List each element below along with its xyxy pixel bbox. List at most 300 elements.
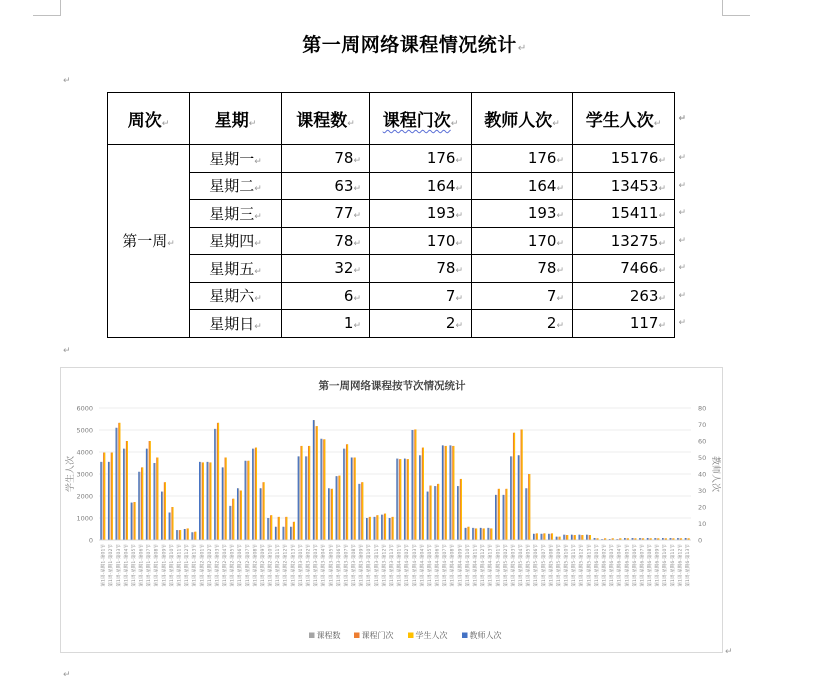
x-tick-label: 第1周-星期3-第05节 bbox=[329, 544, 335, 587]
bar-student-count bbox=[286, 517, 287, 540]
bar-teacher-count bbox=[343, 449, 344, 540]
y2-tick-label: 30 bbox=[698, 487, 707, 495]
course-sessions-cell: 193↵ bbox=[370, 200, 472, 228]
bar-student-count bbox=[347, 444, 348, 540]
bar-teacher-count bbox=[328, 488, 329, 540]
paragraph-mark-icon: ↵ bbox=[552, 119, 560, 129]
table-row bbox=[108, 172, 675, 200]
bar-teacher-count bbox=[320, 439, 321, 540]
bar-student-count bbox=[271, 515, 272, 540]
x-tick-label: 第1周-星期5-第09节 bbox=[556, 544, 562, 587]
bar-teacher-count bbox=[525, 488, 526, 540]
paragraph-mark-icon: ↵ bbox=[161, 119, 170, 129]
day-cell: 星期四↵ bbox=[190, 227, 282, 255]
header-courses: 课程数↵ bbox=[282, 93, 370, 145]
x-tick-label: 第1周-星期4-第08节 bbox=[450, 544, 456, 587]
bar-student-count bbox=[430, 486, 431, 540]
course-sessions-cell: 176↵ bbox=[370, 145, 472, 173]
statistics-table bbox=[107, 92, 686, 338]
bar-teacher-count bbox=[146, 449, 147, 540]
table-row bbox=[108, 227, 675, 255]
bar-student-count bbox=[491, 528, 492, 540]
x-tick-label: 第1周-星期3-第09节 bbox=[359, 544, 365, 587]
teacher-count-cell: 78↵ bbox=[472, 255, 573, 283]
x-tick-label: 第1周-星期2-第12节 bbox=[283, 544, 289, 587]
bar-student-count bbox=[453, 446, 454, 540]
table-header-row bbox=[108, 93, 675, 145]
bar-teacher-count bbox=[533, 534, 534, 540]
bar-student-count bbox=[165, 482, 166, 540]
x-tick-label: 第1周-星期2-第05节 bbox=[230, 544, 236, 587]
paragraph-mark-icon: ↵ bbox=[450, 119, 459, 129]
bar-teacher-count bbox=[153, 463, 154, 540]
table-row bbox=[108, 310, 675, 338]
bar-student-count bbox=[377, 515, 378, 540]
day-cell: 星期三↵ bbox=[190, 200, 282, 228]
header-course-sessions: 课程门次↵ bbox=[370, 93, 472, 145]
bar-teacher-count bbox=[336, 476, 337, 540]
header-teacher-count: 教师人次↵ bbox=[472, 93, 573, 145]
bar-student-count bbox=[468, 527, 469, 540]
paragraph-mark-icon: ↵ bbox=[63, 670, 71, 680]
bar-teacher-count bbox=[184, 529, 185, 540]
y-tick-label: 1000 bbox=[76, 514, 93, 523]
x-tick-label: 第1周-星期5-第13节 bbox=[587, 544, 593, 587]
bar-teacher-count bbox=[298, 456, 299, 540]
paragraph-mark-icon: ↵ bbox=[63, 76, 71, 86]
bar-student-count bbox=[142, 467, 143, 540]
bar-teacher-count bbox=[191, 532, 192, 540]
bar-student-count bbox=[537, 533, 538, 540]
bar-student-count bbox=[544, 533, 545, 540]
table-row bbox=[108, 200, 675, 228]
x-tick-label: 第1周-星期4-第07节 bbox=[443, 544, 449, 587]
course-sessions-cell: 164↵ bbox=[370, 172, 472, 200]
bar-student-count bbox=[256, 448, 257, 540]
day-cell: 星期日↵ bbox=[190, 310, 282, 338]
bar-teacher-count bbox=[487, 528, 488, 540]
bar-student-count bbox=[506, 489, 507, 540]
day-cell: 星期一↵ bbox=[190, 145, 282, 173]
x-tick-label: 第1周-星期4-第06节 bbox=[435, 544, 441, 587]
bar-student-count bbox=[559, 537, 560, 540]
bar-student-count bbox=[188, 528, 189, 540]
x-tick-label: 第1周-星期5-第02节 bbox=[503, 544, 509, 587]
bar-teacher-count bbox=[457, 486, 458, 540]
bar-teacher-count bbox=[131, 503, 132, 540]
y-tick-label: 0 bbox=[88, 536, 93, 545]
chart-frame[interactable] bbox=[60, 367, 723, 653]
day-cell: 星期五↵ bbox=[190, 255, 282, 283]
x-tick-label: 第1周-星期1-第11节 bbox=[177, 544, 183, 587]
paragraph-mark-icon: ↵ bbox=[653, 119, 662, 129]
document-title bbox=[0, 30, 829, 57]
bar-student-count bbox=[529, 474, 530, 540]
bar-student-count bbox=[195, 532, 196, 540]
bar-student-count bbox=[248, 461, 249, 540]
courses-cell: 6↵ bbox=[282, 282, 370, 310]
bar-student-count bbox=[317, 426, 318, 540]
x-tick-label: 第1周-星期1-第07节 bbox=[147, 544, 153, 587]
bar-student-count bbox=[370, 517, 371, 540]
bar-teacher-count bbox=[579, 535, 580, 540]
bar-student-count bbox=[233, 499, 234, 540]
paragraph-mark-icon: ↵ bbox=[347, 119, 355, 129]
bar-student-count bbox=[119, 423, 120, 540]
x-tick-label: 第1周-星期6-第13节 bbox=[686, 544, 692, 587]
bar-student-count bbox=[339, 476, 340, 540]
teacher-count-cell: 176↵ bbox=[472, 145, 573, 173]
y-tick-label: 3000 bbox=[76, 470, 93, 479]
bar-chart bbox=[61, 368, 724, 654]
paragraph-mark-icon: ↵ bbox=[63, 346, 71, 356]
courses-cell: 77↵ bbox=[282, 200, 370, 228]
bar-student-count bbox=[385, 514, 386, 540]
week-cell: 第一周↵ bbox=[108, 145, 190, 338]
x-tick-label: 第1周-星期3-第11节 bbox=[374, 544, 380, 587]
courses-cell: 32↵ bbox=[282, 255, 370, 283]
x-tick-label: 第1周-星期4-第03节 bbox=[412, 544, 418, 587]
bar-student-count bbox=[392, 517, 393, 540]
course-sessions-cell: 78↵ bbox=[370, 255, 472, 283]
bar-student-count bbox=[521, 429, 522, 540]
bar-student-count bbox=[461, 479, 462, 540]
courses-cell: 78↵ bbox=[282, 145, 370, 173]
bar-teacher-count bbox=[419, 455, 420, 540]
bar-student-count bbox=[294, 522, 295, 540]
teacher-count-cell: 164↵ bbox=[472, 172, 573, 200]
header-week: 周次↵ bbox=[108, 93, 190, 145]
bar-teacher-count bbox=[503, 495, 504, 540]
x-tick-label: 第1周-星期5-第06节 bbox=[534, 544, 540, 587]
x-tick-label: 第1周-星期2-第13节 bbox=[291, 544, 297, 587]
legend-label: 课程数 bbox=[316, 631, 341, 640]
x-tick-label: 第1周-星期6-第09节 bbox=[655, 544, 661, 587]
legend-label: 教师人次 bbox=[469, 631, 502, 640]
bar-student-count bbox=[279, 517, 280, 540]
x-tick-label: 第1周-星期6-第05节 bbox=[625, 544, 631, 587]
student-count-cell: 15411↵ ↵ bbox=[573, 200, 675, 228]
paragraph-mark-icon: ↵ bbox=[725, 647, 733, 657]
bar-teacher-count bbox=[571, 535, 572, 540]
x-tick-label: 第1周-星期2-第08节 bbox=[253, 544, 259, 587]
bar-teacher-count bbox=[290, 527, 291, 540]
x-tick-label: 第1周-星期2-第09节 bbox=[260, 544, 266, 587]
x-tick-label: 第1周-星期5-第07节 bbox=[541, 544, 547, 587]
bar-teacher-count bbox=[374, 517, 375, 540]
x-tick-label: 第1周-星期5-第10节 bbox=[564, 544, 570, 587]
bar-teacher-count bbox=[465, 528, 466, 540]
table-row bbox=[108, 282, 675, 310]
x-tick-label: 第1周-星期5-第05节 bbox=[526, 544, 532, 587]
y2-tick-label: 80 bbox=[698, 404, 707, 413]
x-tick-label: 第1周-星期6-第03节 bbox=[610, 544, 616, 587]
x-tick-label: 第1周-星期2-第10节 bbox=[268, 544, 274, 587]
legend-label: 课程门次 bbox=[361, 631, 394, 640]
y-tick-label: 4000 bbox=[76, 448, 93, 457]
table-row bbox=[108, 255, 675, 283]
header-student-count: 学生人次↵ ↵ bbox=[573, 93, 675, 145]
bar-student-count bbox=[423, 448, 424, 540]
bar-teacher-count bbox=[404, 459, 405, 540]
x-tick-label: 第1周-星期6-第07节 bbox=[640, 544, 646, 587]
bar-teacher-count bbox=[541, 534, 542, 540]
x-tick-label: 第1周-星期3-第13节 bbox=[390, 544, 396, 587]
courses-cell: 78↵ bbox=[282, 227, 370, 255]
bar-student-count bbox=[180, 530, 181, 540]
bar-student-count bbox=[446, 446, 447, 540]
legend-swatch bbox=[408, 633, 414, 639]
bar-teacher-count bbox=[510, 456, 511, 540]
crop-mark-top-right bbox=[722, 0, 750, 16]
bar-student-count bbox=[575, 535, 576, 540]
course-sessions-cell: 170↵ bbox=[370, 227, 472, 255]
bar-teacher-count bbox=[366, 518, 367, 540]
bar-teacher-count bbox=[116, 428, 117, 540]
bar-student-count bbox=[150, 441, 151, 540]
x-tick-label: 第1周-星期3-第10节 bbox=[367, 544, 373, 587]
bar-student-count bbox=[134, 502, 135, 540]
bar-teacher-count bbox=[123, 449, 124, 540]
bar-teacher-count bbox=[351, 458, 352, 541]
x-tick-label: 第1周-星期1-第05节 bbox=[131, 544, 137, 587]
student-count-cell: 117↵ ↵ bbox=[573, 310, 675, 338]
x-tick-label: 第1周-星期4-第13节 bbox=[488, 544, 494, 587]
bar-teacher-count bbox=[449, 445, 450, 540]
row-end-mark-icon: ↵ bbox=[678, 113, 686, 124]
bar-student-count bbox=[438, 484, 439, 540]
bar-student-count bbox=[332, 489, 333, 540]
bar-teacher-count bbox=[412, 430, 413, 540]
x-tick-label: 第1周-星期5-第12节 bbox=[579, 544, 585, 587]
bar-teacher-count bbox=[207, 462, 208, 540]
x-tick-label: 第1周-星期5-第11节 bbox=[572, 544, 578, 587]
student-count-cell: 263↵ ↵ bbox=[573, 282, 675, 310]
x-tick-label: 第1周-星期4-第04节 bbox=[420, 544, 426, 587]
x-tick-label: 第1周-星期2-第04节 bbox=[223, 544, 229, 587]
x-tick-label: 第1周-星期6-第11节 bbox=[670, 544, 676, 587]
bar-teacher-count bbox=[586, 535, 587, 540]
x-tick-label: 第1周-星期1-第12节 bbox=[185, 544, 191, 587]
y2-tick-label: 50 bbox=[698, 454, 707, 462]
student-count-cell: 13275↵ ↵ bbox=[573, 227, 675, 255]
y-axis-title: 学生人次 bbox=[66, 455, 76, 493]
bar-student-count bbox=[218, 423, 219, 540]
x-tick-label: 第1周-星期4-第02节 bbox=[405, 544, 411, 587]
bar-teacher-count bbox=[556, 537, 557, 540]
bar-student-count bbox=[112, 453, 113, 540]
x-tick-label: 第1周-星期1-第03节 bbox=[116, 544, 122, 587]
x-tick-label: 第1周-星期2-第11节 bbox=[276, 544, 282, 587]
x-tick-label: 第1周-星期3-第02节 bbox=[306, 544, 312, 587]
bar-teacher-count bbox=[283, 527, 284, 540]
y-tick-label: 2000 bbox=[76, 492, 93, 501]
x-tick-label: 第1周-星期6-第12节 bbox=[678, 544, 684, 587]
bar-student-count bbox=[301, 446, 302, 540]
bar-teacher-count bbox=[169, 513, 170, 541]
y2-tick-label: 10 bbox=[698, 520, 707, 528]
bar-teacher-count bbox=[313, 420, 314, 540]
bar-student-count bbox=[309, 446, 310, 540]
bar-student-count bbox=[476, 528, 477, 540]
course-sessions-cell: 7↵ bbox=[370, 282, 472, 310]
bar-teacher-count bbox=[442, 445, 443, 540]
bar-student-count bbox=[157, 458, 158, 541]
courses-cell: 1↵ bbox=[282, 310, 370, 338]
x-tick-label: 第1周-星期3-第07节 bbox=[344, 544, 350, 587]
bar-teacher-count bbox=[305, 456, 306, 540]
y2-tick-label: 20 bbox=[698, 503, 707, 512]
x-tick-label: 第1周-星期3-第12节 bbox=[382, 544, 388, 587]
bar-teacher-count bbox=[396, 459, 397, 540]
x-tick-label: 第1周-星期2-第01节 bbox=[200, 544, 206, 587]
x-tick-label: 第1周-星期5-第04节 bbox=[519, 544, 525, 587]
bar-teacher-count bbox=[108, 462, 109, 540]
day-cell: 星期六↵ bbox=[190, 282, 282, 310]
x-tick-label: 第1周-星期4-第12节 bbox=[481, 544, 487, 587]
chart-title: 第一周网络课程按节次情况统计 bbox=[318, 380, 466, 392]
bar-student-count bbox=[590, 535, 591, 540]
x-tick-label: 第1周-星期4-第10节 bbox=[465, 544, 471, 587]
x-tick-label: 第1周-星期2-第03节 bbox=[215, 544, 221, 587]
x-tick-label: 第1周-星期5-第01节 bbox=[496, 544, 502, 587]
bar-teacher-count bbox=[138, 472, 139, 540]
bar-teacher-count bbox=[434, 486, 435, 540]
teacher-count-cell: 2↵ bbox=[472, 310, 573, 338]
bar-teacher-count bbox=[260, 488, 261, 540]
bar-student-count bbox=[514, 433, 515, 540]
crop-mark-top-left bbox=[33, 0, 61, 16]
bar-teacher-count bbox=[161, 492, 162, 540]
bar-teacher-count bbox=[480, 528, 481, 540]
header-day: 星期↵ bbox=[190, 93, 282, 145]
bar-student-count bbox=[324, 439, 325, 540]
document-title-text: 第一周网络课程情况统计 bbox=[302, 34, 517, 56]
bar-teacher-count bbox=[245, 461, 246, 540]
bar-student-count bbox=[127, 441, 128, 540]
bar-teacher-count bbox=[518, 455, 519, 540]
bar-student-count bbox=[210, 462, 211, 540]
bar-student-count bbox=[415, 429, 416, 540]
x-tick-label: 第1周-星期3-第06节 bbox=[336, 544, 342, 587]
student-count-cell: 13453↵ ↵ bbox=[573, 172, 675, 200]
x-tick-label: 第1周-星期4-第09节 bbox=[458, 544, 464, 587]
bar-teacher-count bbox=[381, 515, 382, 540]
teacher-count-cell: 193↵ bbox=[472, 200, 573, 228]
x-tick-label: 第1周-星期6-第06节 bbox=[632, 544, 638, 587]
x-tick-label: 第1周-星期1-第06节 bbox=[139, 544, 145, 587]
bar-teacher-count bbox=[176, 530, 177, 540]
bar-student-count bbox=[241, 491, 242, 541]
bar-teacher-count bbox=[222, 467, 223, 540]
x-tick-label: 第1周-星期6-第04节 bbox=[617, 544, 623, 587]
student-count-cell: 7466↵ ↵ bbox=[573, 255, 675, 283]
bar-teacher-count bbox=[358, 484, 359, 540]
table-row bbox=[108, 145, 675, 173]
x-tick-label: 第1周-星期6-第10节 bbox=[663, 544, 669, 587]
bar-teacher-count bbox=[267, 518, 268, 540]
teacher-count-cell: 7↵ bbox=[472, 282, 573, 310]
y-tick-label: 5000 bbox=[76, 426, 93, 435]
y2-tick-label: 70 bbox=[698, 421, 707, 429]
teacher-count-cell: 170↵ bbox=[472, 227, 573, 255]
x-tick-label: 第1周-星期1-第13节 bbox=[192, 544, 198, 587]
x-tick-label: 第1周-星期1-第10节 bbox=[169, 544, 175, 587]
x-tick-label: 第1周-星期2-第06节 bbox=[238, 544, 244, 587]
y2-axis-title: 教师人次 bbox=[710, 455, 720, 493]
bar-teacher-count bbox=[563, 535, 564, 540]
x-tick-label: 第1周-星期1-第08节 bbox=[154, 544, 160, 587]
course-sessions-cell: 2↵ bbox=[370, 310, 472, 338]
bar-teacher-count bbox=[427, 492, 428, 540]
bar-student-count bbox=[362, 482, 363, 540]
bar-student-count bbox=[552, 533, 553, 540]
x-tick-label: 第1周-星期3-第08节 bbox=[352, 544, 358, 587]
paragraph-mark-icon: ↵ bbox=[167, 239, 175, 250]
x-tick-label: 第1周-星期2-第07节 bbox=[245, 544, 251, 587]
y2-tick-label: 0 bbox=[698, 536, 703, 545]
bar-teacher-count bbox=[229, 506, 230, 540]
x-tick-label: 第1周-星期5-第08节 bbox=[549, 544, 555, 587]
bar-student-count bbox=[104, 453, 105, 540]
bar-student-count bbox=[172, 507, 173, 540]
x-tick-label: 第1周-星期1-第09节 bbox=[162, 544, 168, 587]
x-tick-label: 第1周-星期1-第02节 bbox=[109, 544, 115, 587]
bar-student-count bbox=[567, 535, 568, 540]
bar-student-count bbox=[582, 535, 583, 540]
bar-student-count bbox=[400, 459, 401, 540]
bar-student-count bbox=[408, 459, 409, 540]
bar-student-count bbox=[355, 458, 356, 541]
bar-student-count bbox=[499, 489, 500, 540]
x-tick-label: 第1周-星期1-第04节 bbox=[124, 544, 130, 587]
bar-student-count bbox=[263, 482, 264, 540]
bar-teacher-count bbox=[237, 488, 238, 540]
x-tick-label: 第1周-星期2-第02节 bbox=[207, 544, 213, 587]
legend-swatch bbox=[309, 633, 315, 639]
bar-teacher-count bbox=[389, 518, 390, 540]
legend-swatch bbox=[462, 633, 468, 639]
student-count-cell: 15176↵ ↵ bbox=[573, 145, 675, 173]
legend-label: 学生人次 bbox=[415, 631, 448, 640]
bar-teacher-count bbox=[275, 527, 276, 540]
bar-teacher-count bbox=[495, 495, 496, 540]
bar-student-count bbox=[225, 458, 226, 541]
x-tick-label: 第1周-星期3-第03节 bbox=[314, 544, 320, 587]
bar-teacher-count bbox=[548, 534, 549, 540]
x-tick-label: 第1周-星期3-第04节 bbox=[321, 544, 327, 587]
bar-teacher-count bbox=[199, 462, 200, 540]
x-tick-label: 第1周-星期1-第01节 bbox=[101, 544, 107, 587]
legend-swatch bbox=[354, 633, 360, 639]
courses-cell: 63↵ bbox=[282, 172, 370, 200]
bar-teacher-count bbox=[100, 462, 101, 540]
paragraph-mark-icon: ↵ bbox=[517, 43, 527, 54]
paragraph-mark-icon: ↵ bbox=[248, 119, 257, 129]
y2-tick-label: 60 bbox=[698, 437, 707, 446]
x-tick-label: 第1周-星期5-第03节 bbox=[511, 544, 517, 587]
x-tick-label: 第1周-星期6-第02节 bbox=[602, 544, 608, 587]
bar-teacher-count bbox=[472, 528, 473, 540]
x-tick-label: 第1周-星期6-第01节 bbox=[594, 544, 600, 587]
day-cell: 星期二↵ bbox=[190, 172, 282, 200]
x-tick-label: 第1周-星期6-第08节 bbox=[648, 544, 654, 587]
x-tick-label: 第1周-星期4-第05节 bbox=[427, 544, 433, 587]
bar-student-count bbox=[484, 528, 485, 540]
x-tick-label: 第1周-星期4-第11节 bbox=[473, 544, 479, 587]
bar-teacher-count bbox=[214, 429, 215, 540]
x-tick-label: 第1周-星期3-第01节 bbox=[298, 544, 304, 587]
